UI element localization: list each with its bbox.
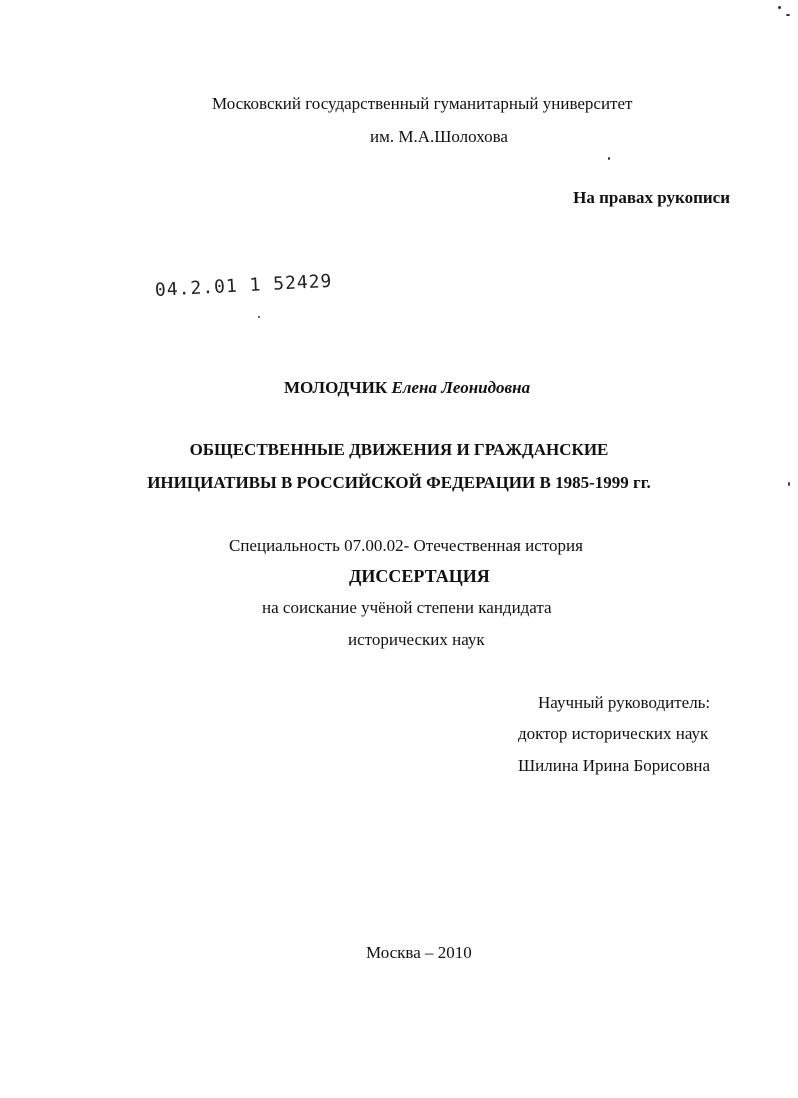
supervisor-name: Шилина Ирина Борисовна (518, 756, 711, 775)
scan-speck (608, 157, 610, 160)
university-named-after: им. М.А.Шолохова (370, 127, 508, 146)
specialty: Специальность 07.00.02- Отечественная история (229, 536, 583, 555)
rights-note: На правах рукописи (573, 188, 730, 207)
scan-speck (788, 482, 790, 486)
dissertation-title-line2: ИНИЦИАТИВЫ В РОССИЙСКОЙ ФЕДЕРАЦИИ В 1985-1999 гг. (147, 473, 651, 492)
dissertation-title-line1: ОБЩЕСТВЕННЫЕ ДВИЖЕНИЯ И ГРАЖДАНСКИЕ (189, 440, 609, 459)
university-name: Московский государственный гуманитарный университет (212, 94, 633, 113)
degree-line2: исторических наук (348, 630, 485, 649)
author-surname: МОЛОДЧИК (284, 378, 388, 397)
degree-line1: на соискание учёной степени кандидата (262, 598, 552, 617)
scan-speck (258, 316, 260, 318)
work-type: ДИССЕРТАЦИЯ (349, 566, 490, 586)
supervisor-label: Научный руководитель: (538, 693, 711, 712)
city-year: Москва – 2010 (366, 943, 472, 962)
scan-speck (786, 14, 790, 16)
scan-speck (778, 6, 781, 9)
supervisor-degree: доктор исторических наук (518, 724, 709, 743)
author-given-names: Елена Леонидовна (391, 378, 531, 397)
author-name (284, 378, 530, 398)
archive-stamp-number: 04.2.01 1 52429 (154, 270, 333, 301)
